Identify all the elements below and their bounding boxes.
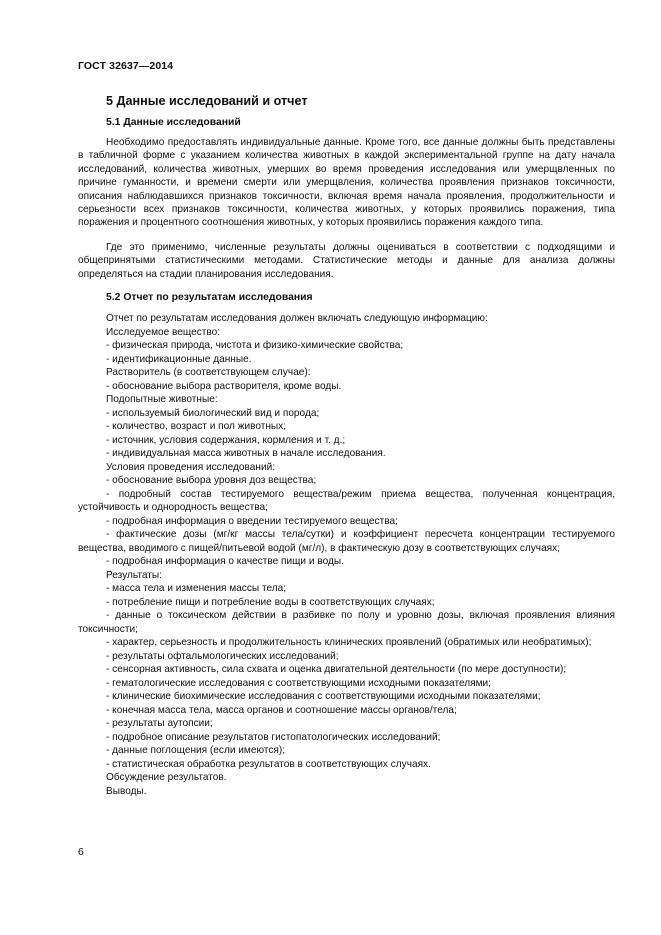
section-5-2-heading: 5.2 Отчет по результатам исследования	[106, 292, 313, 303]
list-item: - подробное описание результатов гистопатологических исследований;	[106, 731, 441, 743]
list-item: Исследуемое вещество:	[106, 326, 221, 338]
list-item: - характер, серьезность и продолжительность клинических проявлений (обратимых или необратимых);	[106, 637, 592, 648]
list-item: - обоснование выбора уровня доз вещества;	[106, 475, 317, 486]
page-number: 6	[78, 846, 84, 858]
section-5-1-paragraph-1: Необходимо предоставлять индивидуальные данные. Кроме того, все данные должны быть представлены в табличной форме с указанием количества животных в каждой экспериментальной группе на дату начала исследований, количества животных, умерших во время проведения исследования или умерщвленных по причине гуманности, и времени смерти или умерщвления, количества проявления признаков токсичности, описания наблюдавшихся признаков токсичности, включая время начала проявления, продолжительности и серьезности всех признаков токсичности, количества животных, у которых проявились поражения, типа поражения и процентного соотношения животных, у которых проявились поражения каждого типа.	[78, 137, 615, 229]
list-item: - количество, возраст и пол животных;	[106, 421, 287, 432]
list-item: Отчет по результатам исследования должен включать следующую информацию:	[106, 313, 488, 324]
list-item: Выводы.	[106, 785, 147, 797]
list-item: - идентификационные данные.	[106, 353, 252, 365]
section-5-1-paragraph-2: Где это применимо, численные результаты должны оцениваться в соответствии с подходящими и общепринятыми статистическими методами. Статистические методы и данные для анализа должны определяться на стадии планирования исследования.	[78, 242, 615, 280]
list-item: - данные поглощения (если имеются);	[106, 745, 286, 756]
list-item: - подробная информация о качестве пищи и воды.	[106, 556, 344, 567]
list-item: - клинические биохимические исследования с соответствующими исходными показателями;	[106, 691, 541, 702]
list-item: - источник, условия содержания, кормления и т. д.;	[106, 434, 346, 446]
list-item: - результаты офтальмологических исследований;	[106, 650, 339, 662]
list-item: - используемый биологический вид и порода;	[106, 407, 320, 419]
list-item: - индивидуальная масса животных в начале исследования.	[106, 448, 386, 459]
list-item: Условия проведения исследований:	[106, 461, 276, 473]
list-item: - сенсорная активность, сила схвата и оценка двигательной деятельности (по мере доступности);	[106, 664, 567, 675]
report-contents-list	[78, 312, 615, 798]
list-item: - подробная информация о введении тестируемого вещества;	[106, 515, 398, 527]
list-item: - физическая природа, чистота и физико-химические свойства;	[106, 340, 404, 351]
list-item: - потребление пищи и потребление воды в соответствующих случаях;	[106, 596, 435, 608]
list-item: - обоснование выбора растворителя, кроме воды.	[106, 380, 342, 392]
list-item: Обсуждение результатов.	[106, 772, 227, 783]
document-header: ГОСТ 32637—2014	[78, 60, 174, 72]
list-item: - гематологические исследования с соответствующими исходными показателями;	[106, 677, 491, 689]
list-item: Результаты:	[106, 569, 162, 581]
list-item: - статистическая обработка результатов в соответствующих случаях.	[106, 758, 431, 770]
section-5-1-heading: 5.1 Данные исследований	[106, 117, 241, 128]
list-item: Растворитель (в соответствующем случае):	[106, 367, 311, 378]
list-item: - подробный состав тестируемого вещества/режим приема вещества, полученная концентрация, устойчивость и однородность вещества;	[78, 488, 615, 513]
list-item: - данные о токсическом действии в разбивке по полу и уровню дозы, включая проявления влияния токсичности;	[78, 610, 615, 635]
list-item: - результаты аутопсии;	[106, 718, 213, 729]
list-item: - масса тела и изменения массы тела;	[106, 583, 287, 594]
list-item: Подопытные животные:	[106, 394, 218, 405]
section-5-heading: 5 Данные исследований и отчет	[106, 94, 308, 108]
list-item: - фактические дозы (мг/кг массы тела/сутки) и коэффициент пересчета концентрации тестируемого вещества, вводимого с пищей/питьевой водой (мг/л), в фактическую дозу в соответствующих случаях;	[78, 529, 615, 554]
list-item: - конечная масса тела, масса органов и соотношение массы органов/тела;	[106, 704, 457, 716]
